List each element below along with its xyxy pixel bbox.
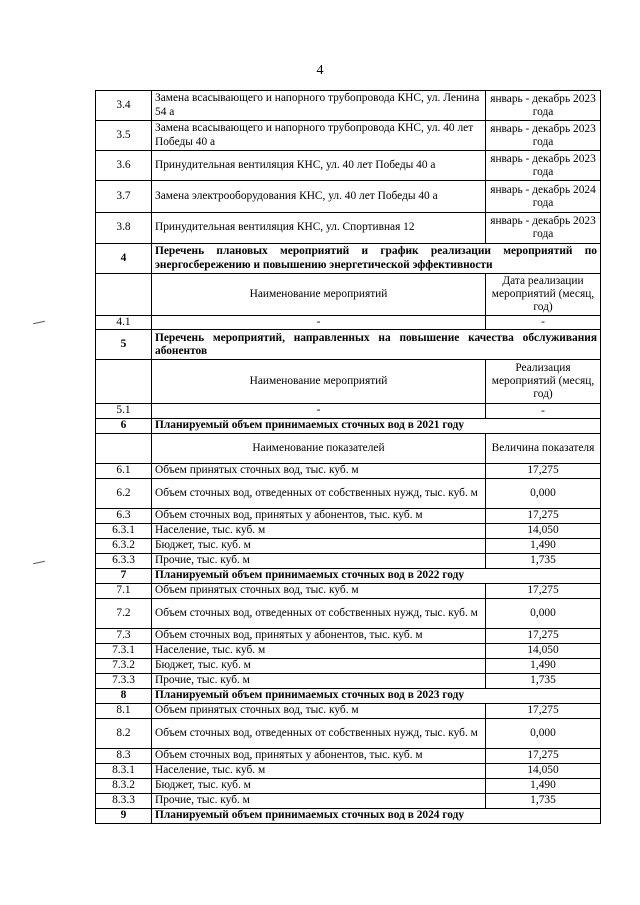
margin-mark (33, 561, 45, 564)
row-value: 17,275 (486, 628, 601, 643)
row-description: Население, тыс. куб. м (152, 763, 486, 778)
row-number: 8.3.1 (96, 763, 152, 778)
section-title: Планируемый объем принимаемых сточных вод в 2024 году (152, 808, 601, 823)
row-value: 0,000 (486, 718, 601, 748)
row-value: 1,735 (486, 793, 601, 808)
row-description: Принудительная вентиляция КНС, ул. 40 лет Победы 40 а (152, 151, 486, 181)
row-description: Прочие, тыс. куб. м (152, 673, 486, 688)
row-description: Объем сточных вод, принятых у абонентов, тыс. куб. м (152, 508, 486, 523)
section-title: Планируемый объем принимаемых сточных вод в 2023 году (152, 688, 601, 703)
row-number: 8.3 (96, 748, 152, 763)
row-date: январь - декабрь 2023 года (486, 213, 601, 244)
section-row (96, 330, 601, 360)
row-value: 14,050 (486, 643, 601, 658)
row-date: январь - декабрь 2023 года (486, 121, 601, 151)
column-header-row (96, 433, 601, 463)
row-number: 6.3.1 (96, 523, 152, 538)
row-description: Принудительная вентиляция КНС, ул. Спортивная 12 (152, 213, 486, 244)
column-header-value: Реализация мероприятий (месяц, год) (486, 360, 601, 404)
row-value: 1,735 (486, 553, 601, 568)
table-row (96, 316, 601, 330)
row-number: 7.3.1 (96, 643, 152, 658)
row-number: 6.1 (96, 463, 152, 478)
column-header-name: Наименование мероприятий (152, 360, 486, 404)
table-row (96, 703, 601, 718)
row-value: 17,275 (486, 583, 601, 598)
plan-table (95, 90, 601, 824)
row-description: Бюджет, тыс. куб. м (152, 778, 486, 793)
row-value: 17,275 (486, 463, 601, 478)
section-title: Планируемый объем принимаемых сточных вод в 2021 году (152, 418, 601, 433)
column-header-row (96, 274, 601, 316)
table-row (96, 658, 601, 673)
table-row (96, 523, 601, 538)
row-number: 7.3.3 (96, 673, 152, 688)
row-number: 7.3 (96, 628, 152, 643)
table-row (96, 553, 601, 568)
row-number (96, 360, 152, 404)
row-number: 7 (96, 568, 152, 583)
row-value: 1,735 (486, 673, 601, 688)
row-date: январь - декабрь 2023 года (486, 91, 601, 121)
row-description: Объем принятых сточных вод, тыс. куб. м (152, 583, 486, 598)
table-row (96, 748, 601, 763)
table-row (96, 643, 601, 658)
row-description: Замена всасывающего и напорного трубопровода КНС, ул. Ленина 54 а (152, 91, 486, 121)
section-row (96, 808, 601, 823)
row-description: Объем принятых сточных вод, тыс. куб. м (152, 703, 486, 718)
row-date: январь - декабрь 2023 года (486, 151, 601, 181)
row-value: 14,050 (486, 763, 601, 778)
row-description: Бюджет, тыс. куб. м (152, 538, 486, 553)
row-description: Население, тыс. куб. м (152, 643, 486, 658)
plan-table-body (96, 91, 601, 824)
row-date: - (486, 316, 601, 330)
row-value: 17,275 (486, 508, 601, 523)
table-row (96, 121, 601, 151)
row-number: 8.1 (96, 703, 152, 718)
table-row (96, 213, 601, 244)
row-description: Объем сточных вод, отведенных от собственных нужд, тыс. куб. м (152, 718, 486, 748)
row-description: Бюджет, тыс. куб. м (152, 658, 486, 673)
section-row (96, 418, 601, 433)
table-row (96, 91, 601, 121)
column-header-value: Дата реализации мероприятий (месяц, год) (486, 274, 601, 316)
section-row (96, 244, 601, 274)
table-row (96, 538, 601, 553)
row-number: 5 (96, 330, 152, 360)
row-number: 3.4 (96, 91, 152, 121)
row-description: Население, тыс. куб. м (152, 523, 486, 538)
section-title: Планируемый объем принимаемых сточных вод в 2022 году (152, 568, 601, 583)
row-number: 7.1 (96, 583, 152, 598)
row-number: 3.5 (96, 121, 152, 151)
row-number: 4.1 (96, 316, 152, 330)
row-description: Замена всасывающего и напорного трубопровода КНС, ул. 40 лет Победы 40 а (152, 121, 486, 151)
table-row (96, 508, 601, 523)
row-number: 6.3.2 (96, 538, 152, 553)
row-value: 0,000 (486, 598, 601, 628)
table-row (96, 151, 601, 181)
table-row (96, 478, 601, 508)
row-number: 7.3.2 (96, 658, 152, 673)
row-description: Прочие, тыс. куб. м (152, 793, 486, 808)
section-row (96, 688, 601, 703)
section-title: Перечень мероприятий, направленных на повышение качества обслуживания абонентов (152, 330, 601, 360)
row-number: 5.1 (96, 404, 152, 418)
row-number: 6.3 (96, 508, 152, 523)
row-number: 6.2 (96, 478, 152, 508)
table-row (96, 793, 601, 808)
row-value: 1,490 (486, 658, 601, 673)
row-number (96, 433, 152, 463)
row-description: Объем сточных вод, отведенных от собственных нужд, тыс. куб. м (152, 478, 486, 508)
section-title: Перечень плановых мероприятий и график реализации мероприятий по энергосбережению и повышению энергетической эффективности (152, 244, 601, 274)
table-row (96, 778, 601, 793)
table-row (96, 463, 601, 478)
row-date: январь - декабрь 2024 года (486, 181, 601, 213)
row-description: Объем принятых сточных вод, тыс. куб. м (152, 463, 486, 478)
row-description: Объем сточных вод, принятых у абонентов, тыс. куб. м (152, 628, 486, 643)
table-row (96, 598, 601, 628)
row-description: Замена электрооборудования КНС, ул. 40 лет Победы 40 а (152, 181, 486, 213)
row-description: Объем сточных вод, отведенных от собственных нужд, тыс. куб. м (152, 598, 486, 628)
row-value: 17,275 (486, 703, 601, 718)
section-row (96, 568, 601, 583)
table-row (96, 181, 601, 213)
margin-mark (33, 321, 45, 324)
table-row (96, 763, 601, 778)
column-header-row (96, 360, 601, 404)
row-number: 6.3.3 (96, 553, 152, 568)
row-description: Прочие, тыс. куб. м (152, 553, 486, 568)
row-number: 8.3.2 (96, 778, 152, 793)
table-row (96, 718, 601, 748)
table-row (96, 404, 601, 418)
row-date: - (486, 404, 601, 418)
row-number: 6 (96, 418, 152, 433)
column-header-name: Наименование показателей (152, 433, 486, 463)
row-number: 3.8 (96, 213, 152, 244)
table-row (96, 628, 601, 643)
row-value: 1,490 (486, 538, 601, 553)
row-number: 4 (96, 244, 152, 274)
row-number: 3.6 (96, 151, 152, 181)
column-header-name: Наименование мероприятий (152, 274, 486, 316)
column-header-value: Величина показателя (486, 433, 601, 463)
table-row (96, 673, 601, 688)
row-value: 17,275 (486, 748, 601, 763)
row-number: 8.3.3 (96, 793, 152, 808)
row-number: 8 (96, 688, 152, 703)
row-value: 1,490 (486, 778, 601, 793)
table-row (96, 583, 601, 598)
row-number: 3.7 (96, 181, 152, 213)
row-description: - (152, 404, 486, 418)
row-number: 7.2 (96, 598, 152, 628)
row-value: 14,050 (486, 523, 601, 538)
row-description: - (152, 316, 486, 330)
row-number: 8.2 (96, 718, 152, 748)
row-description: Объем сточных вод, принятых у абонентов, тыс. куб. м (152, 748, 486, 763)
page-number: 4 (316, 63, 324, 78)
row-number (96, 274, 152, 316)
row-number: 9 (96, 808, 152, 823)
row-value: 0,000 (486, 478, 601, 508)
